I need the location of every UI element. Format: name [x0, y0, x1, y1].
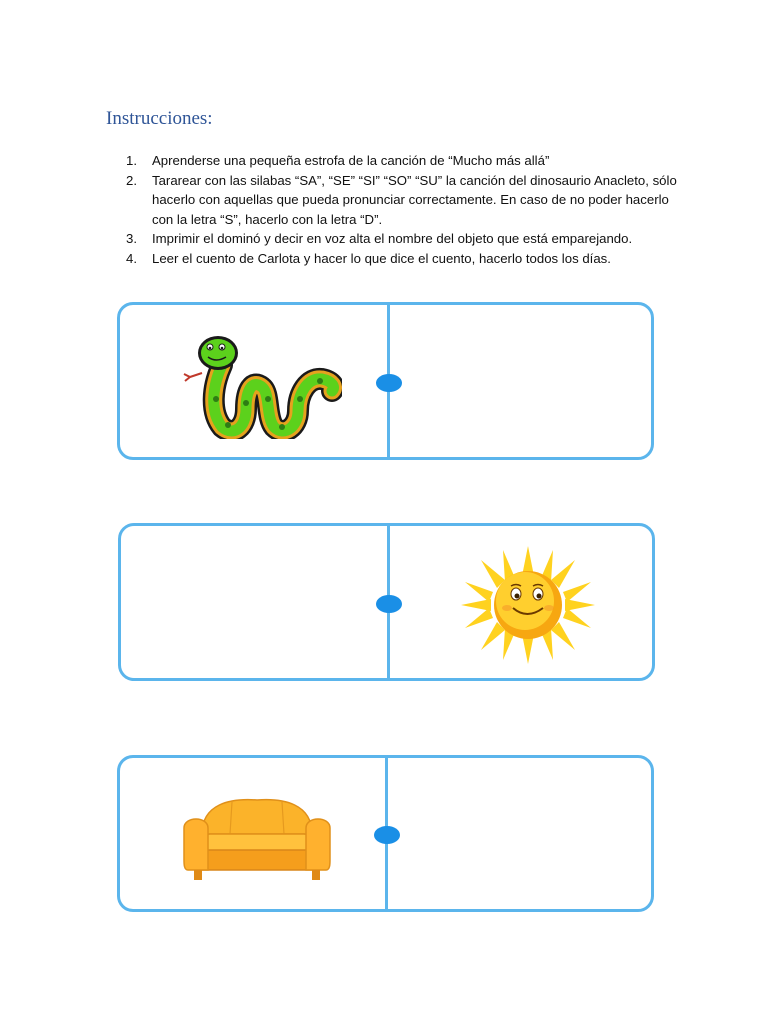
- instruction-text: Imprimir el dominó y decir en voz alta el nombre del objeto que está emparejando.: [152, 231, 633, 246]
- instructions-heading: Instrucciones:: [106, 108, 213, 129]
- instruction-number: 3.: [126, 231, 137, 246]
- domino-center-dot: [376, 595, 402, 613]
- instructions-list: [126, 151, 686, 268]
- instruction-text: Tararear con las silabas “SA”, “SE” “SI” “SO” “SU” la canción del dinosaurio Anacleto, sólo hacerlo con aquellas que pueda pronunciar correctamente. En caso de no poder hacerlo con la letra “S”, hacerlo con la letra “D”.: [152, 172, 677, 227]
- instruction-item: [126, 171, 686, 230]
- domino-tile-snake: [117, 302, 654, 460]
- instruction-item: [126, 249, 686, 269]
- instruction-text: Leer el cuento de Carlota y hacer lo que dice el cuento, hacerlo todos los días.: [152, 250, 611, 266]
- instruction-number: 2.: [126, 172, 137, 188]
- snake-icon: [182, 327, 342, 439]
- instruction-number: 4.: [126, 250, 137, 266]
- instruction-item: [126, 229, 686, 249]
- domino-tile-sofa: [117, 755, 654, 912]
- domino-tile-sun: [118, 523, 655, 681]
- sun-icon: [461, 546, 595, 664]
- domino-center-dot: [374, 826, 400, 844]
- instruction-number: 1.: [126, 153, 137, 168]
- sofa-icon: [180, 794, 334, 884]
- domino-center-dot: [376, 374, 402, 392]
- instruction-text: Aprenderse una pequeña estrofa de la canción de “Mucho más allá”: [152, 153, 550, 168]
- instruction-item: [126, 151, 686, 171]
